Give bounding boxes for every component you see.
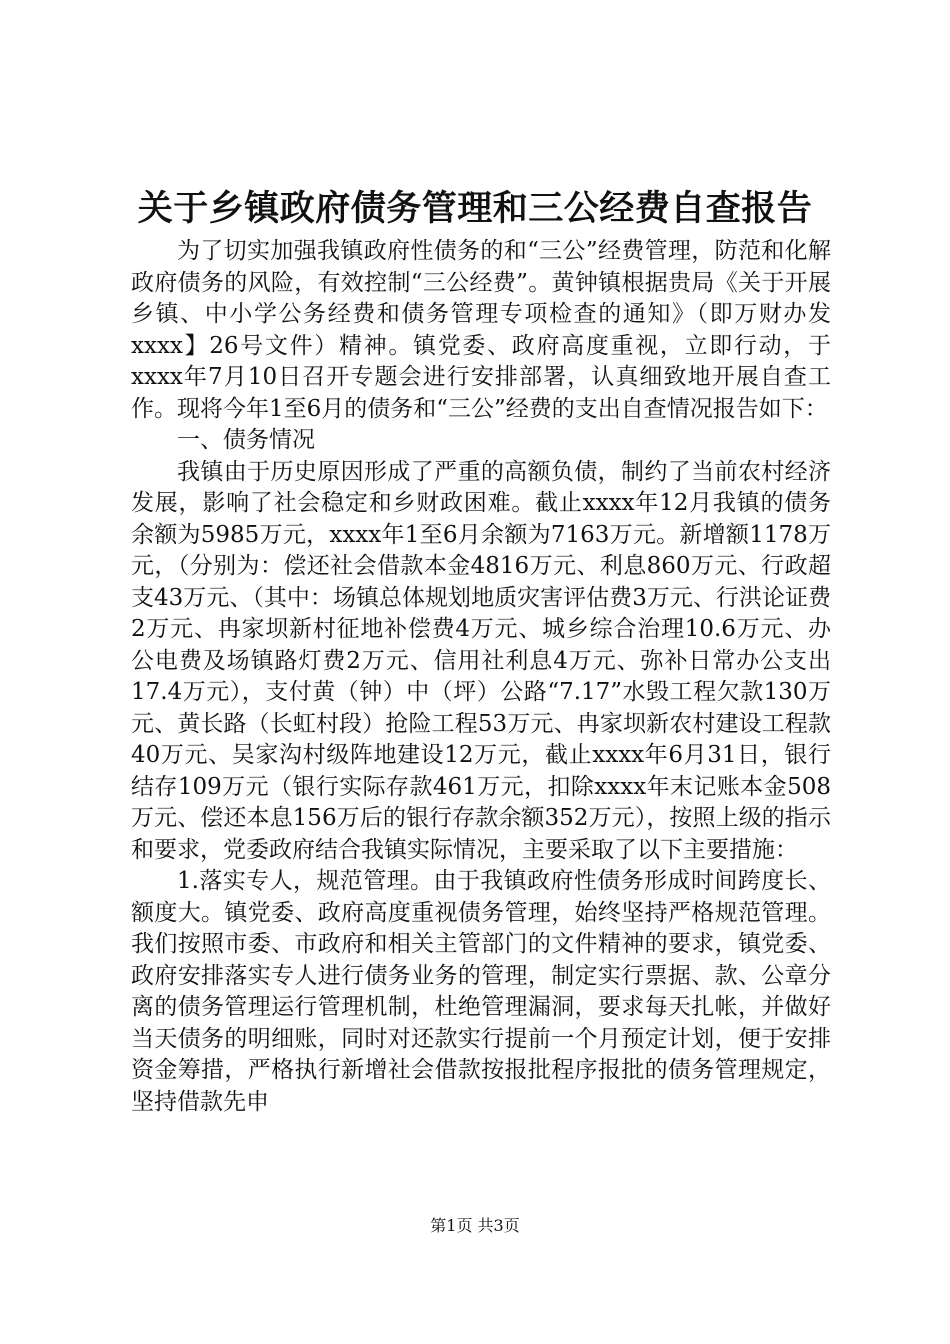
page-footer: 第1页 共3页 <box>430 1216 520 1235</box>
paragraph-measure-1: 1.落实专人，规范管理。由于我镇政府性债务形成时间跨度长、额度大。镇党委、政府高度重视债务管理，始终坚持严格规范管理。我们按照市委、市政府和相关主管部门的文件精神的要求，镇党委、政府安排落实专人进行债务业务的管理，制定实行票据、款、公章分离的债务管理运行管理机制，杜绝管理漏洞，要求每天扎帐，并做好当天债务的明细账，同时对还款实行提前一个月预定计划，便于安排资金筹措，严格执行新增社会借款按报批程序报批的债务管理规定，坚持借款先申 <box>131 868 831 1115</box>
page-title: 关于乡镇政府债务管理和三公经费自查报告 <box>137 188 813 229</box>
document-body <box>131 236 831 1118</box>
paragraph-intro: 为了切实加强我镇政府性债务的和“三公”经费管理，防范和化解政府债务的风险，有效控制“三公经费”。黄钟镇根据贵局《关于开展乡镇、中小学公务经费和债务管理专项检查的通知》（即万财办发xxxx】26号文件）精神。镇党委、政府高度重视，立即行动，于xxxx年7月10日召开专题会进行安排部署，认真细致地开展自查工作。现将今年1至6月的债务和“三公”经费的支出自查情况报告如下： <box>131 238 831 422</box>
paragraph-debt-situation: 我镇由于历史原因形成了严重的高额负债，制约了当前农村经济发展，影响了社会稳定和乡财政困难。截止xxxx年12月我镇的债务余额为5985万元，xxxx年1至6月余额为7163万元。新增额1178万元，（分别为：偿还社会借款本金4816万元、利息860万元、行政超支43万元、（其中：场镇总体规划地质灾害评估费3万元、行洪论证费2万元、冉家坝新村征地补偿费4万元、城乡综合治理10.6万元、办公电费及场镇路灯费2万元、信用社利息4万元、弥补日常办公支出17.4万元），支付黄（钟）中（坪）公路“7.17”水毁工程欠款130万元、黄长路（长虹村段）抢险工程53万元、冉家坝新农村建设工程款40万元、吴家沟村级阵地建设12万元，截止xxxx年6月31日，银行结存109万元（银行实际存款461万元，扣除xxxx年末记账本金508万元、偿还本息156万后的银行存款余额352万元），按照上级的指示和要求，党委政府结合我镇实际情况，主要采取了以下主要措施： <box>131 458 831 863</box>
section-heading-debt: 一、债务情况 <box>177 427 315 453</box>
